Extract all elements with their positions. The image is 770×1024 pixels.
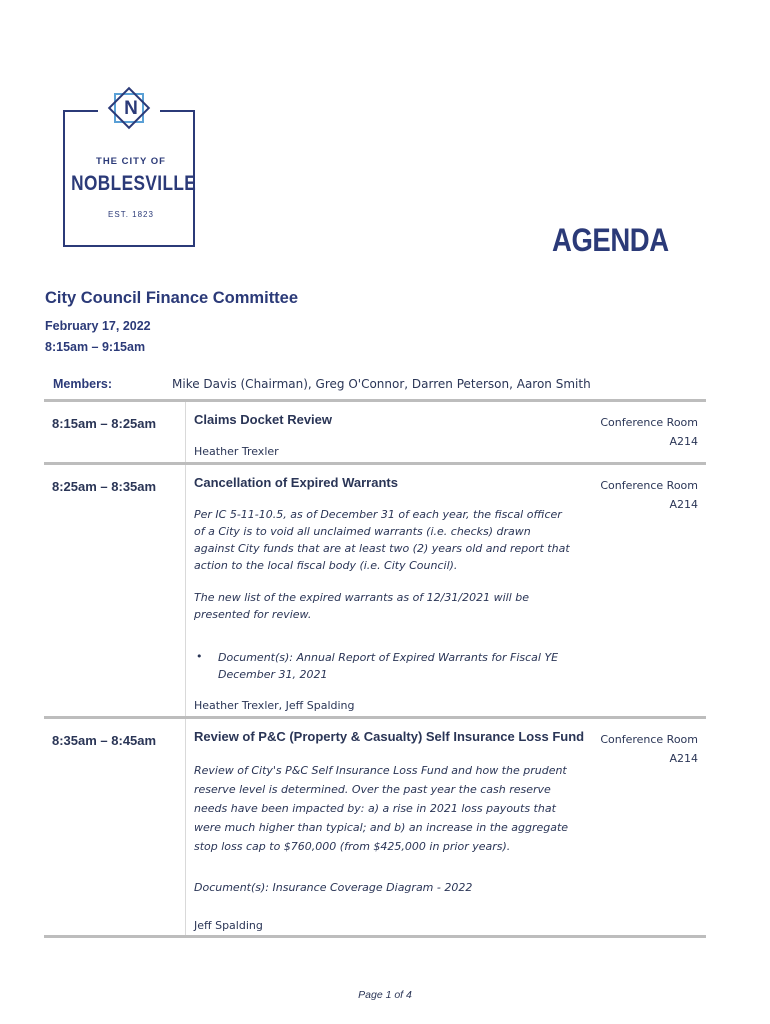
city-logo: [58, 86, 204, 248]
item-description: Per IC 5-11-10.5, as of December 31 of each year, the fiscal officer of a City is to void all unclaimed warrants (i.e. checks) drawn against City funds that are at least two (2) years old and report that action to the local fiscal body (i.e. City Council).: [194, 508, 570, 572]
item-title: Cancellation of Expired Warrants: [194, 475, 398, 490]
room-number: A214: [669, 752, 698, 765]
item-description: The new list of the expired warrants as of 12/31/2021 will be presented for review.: [194, 591, 529, 621]
item-time: 8:15am – 8:25am: [52, 416, 157, 431]
item-document: Document(s): Annual Report of Expired Warrants for Fiscal YE December 31, 2021: [218, 651, 559, 681]
table-top-rule: [44, 399, 706, 402]
meeting-date: February 17, 2022: [45, 319, 151, 333]
column-divider: [185, 719, 186, 935]
members-list: Mike Davis (Chairman), Greg O'Connor, Darren Peterson, Aaron Smith: [172, 377, 591, 391]
item-time: 8:35am – 8:45am: [52, 733, 157, 748]
item-presenter: Heather Trexler, Jeff Spalding: [194, 699, 355, 712]
item-room: [600, 476, 698, 514]
meeting-time: 8:15am – 9:15am: [45, 340, 146, 354]
row-divider: [44, 462, 706, 465]
agenda-title: AGENDA: [552, 222, 669, 258]
item-title: Review of P&C (Property & Casualty) Self Insurance Loss Fund: [194, 729, 585, 744]
item-room: [600, 413, 698, 451]
bullet-icon: •: [196, 650, 203, 663]
row-divider: [44, 716, 706, 719]
item-presenter: Heather Trexler: [194, 445, 279, 458]
item-document: Document(s): Insurance Coverage Diagram - 2022: [194, 881, 473, 894]
room-name: Conference Room: [600, 733, 698, 746]
item-description: Review of City's P&C Self Insurance Loss Fund and how the prudent reserve level is determined. Over the past year the cash reserve needs have been impacted by: a) a rise in 2021 loss payouts that were much higher than typical; and b) an increase in the aggregate stop loss cap to $760,000 (from $425,000 in prior years).: [194, 764, 569, 853]
page-number: Page 1 of 4: [358, 989, 412, 1001]
column-divider: [185, 402, 186, 462]
logo-line1: THE CITY OF: [96, 156, 166, 167]
item-time: 8:25am – 8:35am: [52, 479, 157, 494]
logo-line3: EST. 1823: [108, 210, 154, 219]
room-name: Conference Room: [600, 479, 698, 492]
members-label: Members:: [53, 377, 113, 391]
room-number: A214: [669, 498, 698, 511]
logo-letter: N: [124, 98, 138, 119]
item-presenter: Jeff Spalding: [194, 919, 263, 932]
column-divider: [185, 465, 186, 716]
item-title: Claims Docket Review: [194, 412, 333, 427]
room-name: Conference Room: [600, 416, 698, 429]
table-bottom-rule: [44, 935, 706, 938]
committee-name: City Council Finance Committee: [45, 289, 299, 307]
item-room: [600, 730, 698, 768]
room-number: A214: [669, 435, 698, 448]
logo-line2: NOBLESVILLE: [71, 172, 197, 195]
